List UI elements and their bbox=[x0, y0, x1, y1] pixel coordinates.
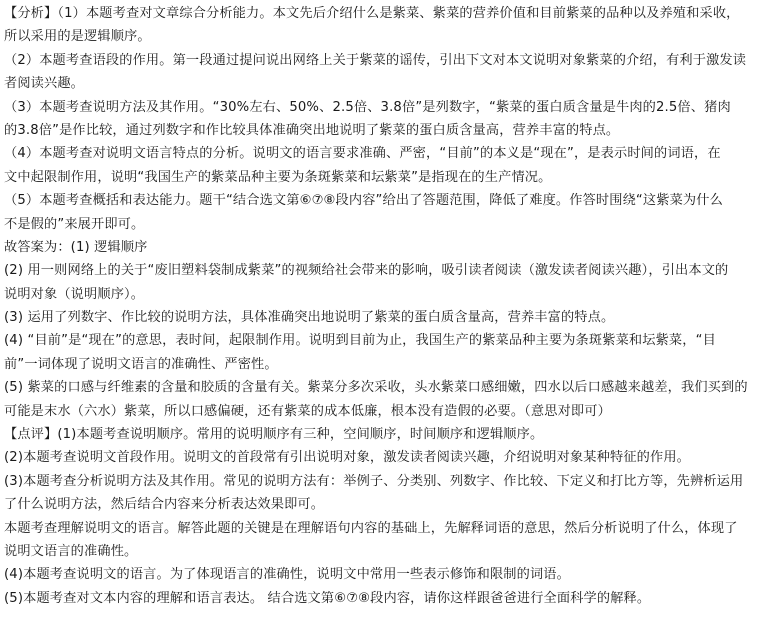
text-line: 不是假的”来展开即可。 bbox=[4, 216, 145, 232]
text-line: （4）本题考查对说明文语言特点的分析。说明文的语言要求准确、严密，“目前”的本义是“现在”，是表示时间的词语，在 bbox=[4, 146, 721, 162]
text-line: 了什么说明方法，然后结合内容来分析表达效果即可。 bbox=[4, 497, 325, 513]
text-line: 前”一词体现了说明文语言的准确性、严密性。 bbox=[4, 356, 278, 372]
text-line: 【分析】（1）本题考查对文章综合分析能力。本文先后介绍什么是紫菜、紫菜的营养价值和目前紫菜的品种以及养殖和采收， bbox=[4, 6, 740, 21]
text-line: （3）本题考查说明方法及其作用。“30%左右、50%、2.5倍、3.8倍”是列数字，“紫菜的蛋白质含量是牛肉的2.5倍、猪肉 bbox=[4, 99, 731, 115]
text-line: (3) 运用了列数字、作比较的说明方法，具体准确突出地说明了紫菜的蛋白质含量高，营养丰富的特点。 bbox=[4, 310, 615, 326]
text-line: 文中起限制作用，说明“我国生产的紫菜品种主要为条斑紫菜和坛紫菜”是指现在的生产情况。 bbox=[4, 169, 552, 185]
text-line: 所以采用的是逻辑顺序。 bbox=[4, 29, 151, 45]
text-line: （2）本题考查语段的作用。第一段通过提问说出网络上关于紫菜的谣传，引出下文对本文说明对象紫菜的介绍，有利于激发读 bbox=[4, 52, 747, 68]
text-line: (5)本题考查对文本内容的理解和语言表达。 结合选文第⑥⑦⑧段内容，请你这样跟爸爸进行全面科学的解释。 bbox=[4, 590, 651, 606]
text-line: (3)本题考查分析说明方法及其作用。常见的说明方法有：举例子、分类别、列数字、作比较、下定义和打比方等，先辨析运用 bbox=[4, 473, 744, 489]
text-line: (2)本题考查说明文首段作用。说明文的首段常有引出说明对象，激发读者阅读兴趣，介绍说明对象某种特征的作用。 bbox=[4, 450, 691, 466]
text-line: 说明文语言的准确性。 bbox=[4, 543, 138, 559]
text-line: 者阅读兴趣。 bbox=[4, 76, 85, 92]
text-line: 说明对象（说明顺序）。 bbox=[4, 286, 145, 302]
text-line: (5) 紫菜的口感与纤维素的含量和胶质的含量有关。紫菜分多次采收，头水紫菜口感细嫩，四水以后口感越来越差，我们买到的 bbox=[4, 380, 748, 396]
text-line: (2) 用一则网络上的关于“废旧塑料袋制成紫菜”的视频给社会带来的影响，吸引读者阅读（激发读者阅读兴趣），引出本文的 bbox=[4, 263, 729, 279]
text-line: (4)本题考查说明文的语言。为了体现语言的准确性，说明文中常用一些表示修饰和限制的词语。 bbox=[4, 567, 570, 583]
text-line: 的3.8倍”是作比较，通过列数字和作比较具体准确突出地说明了紫菜的蛋白质含量高，营养丰富的特点。 bbox=[4, 122, 620, 138]
text-line: 本题考查理解说明文的语言。解答此题的关键是在理解语句内容的基础上，先解释词语的意思，然后分析说明了什么，体现了 bbox=[4, 520, 738, 536]
text-line: （5）本题考查概括和表达能力。题干“结合选文第⑥⑦⑧段内容”给出了答题范围，降低了难度。作答时围绕“这紫菜为什么 bbox=[4, 193, 723, 209]
text-line: (4) “目前”是“现在”的意思，表时间，起限制作用。说明到目前为止，我国生产的紫菜品种主要为条斑紫菜和坛紫菜，“目 bbox=[4, 333, 716, 349]
text-line: 故答案为：(1) 逻辑顺序 bbox=[4, 239, 148, 255]
text-line: 可能是末水（六水）紫菜，所以口感偏硬，还有紫菜的成本低廉，根本没有造假的必要。（意思对即可） bbox=[4, 403, 611, 419]
text-line: 【点评】(1)本题考查说明顺序。常用的说明顺序有三种，空间顺序，时间顺序和逻辑顺序。 bbox=[4, 427, 544, 443]
